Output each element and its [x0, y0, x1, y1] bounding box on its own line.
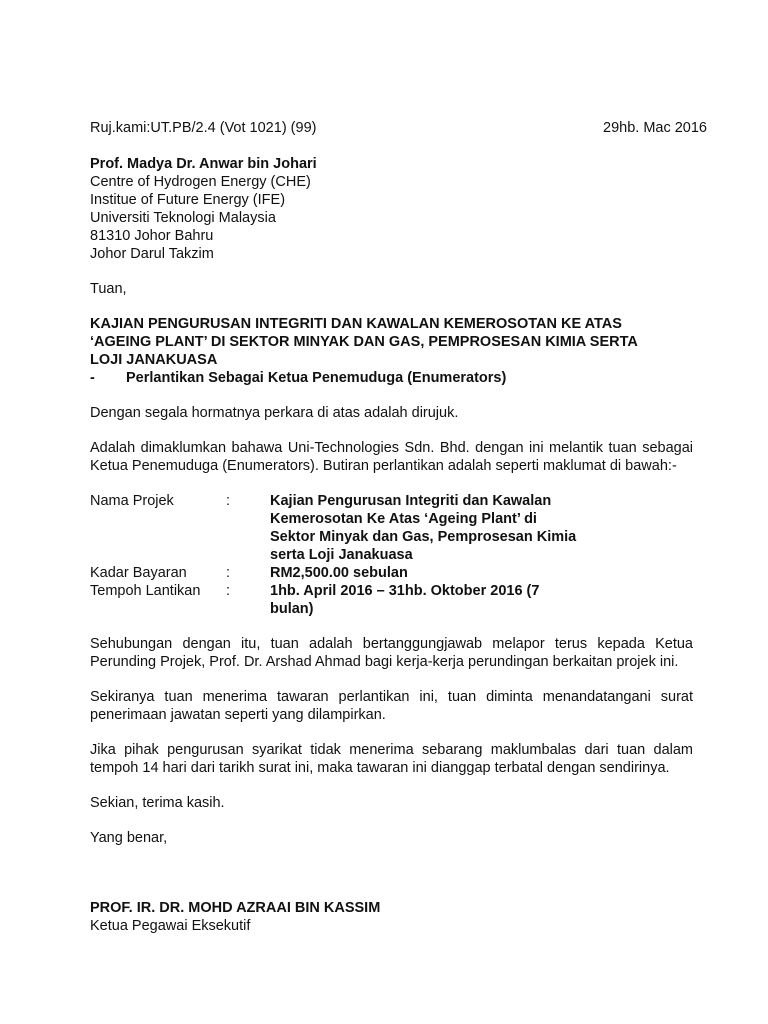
detail-value: RM2,500.00 sebulan [270, 565, 408, 581]
reference-number: Ruj.kami:UT.PB/2.4 (Vot 1021) (99) [90, 120, 317, 136]
detail-label: Kadar Bayaran [90, 565, 187, 581]
paragraph-appointment: Adalah dimaklumkan bahawa Uni-Technologies Sdn. Bhd. dengan ini melantik tuan sebagai Ketua Penemuduga (Enumerators). Butiran perlantikan adalah seperti maklumat di bawah:- [90, 440, 693, 474]
signer-name: PROF. IR. DR. MOHD AZRAAI BIN KASSIM [90, 900, 381, 916]
subject-sub-text: Perlantikan Sebagai Ketua Penemuduga (Enumerators) [126, 370, 507, 386]
closing-thanks: Sekian, terima kasih. [90, 795, 225, 811]
subject-dash: - [90, 370, 95, 386]
appointment-details [90, 492, 693, 618]
detail-value: Kajian Pengurusan Integriti dan Kawalan Kemerosotan Ke Atas ‘Ageing Plant’ di Sektor Minyak dan Gas, Pemprosesan Kimia serta Loji Janakuasa [270, 493, 577, 563]
detail-colon: : [226, 493, 231, 509]
subject-line: LOJI JANAKUASA [90, 352, 218, 368]
address-line: 81310 Johor Bahru [90, 228, 214, 244]
detail-label: Nama Projek [90, 493, 174, 509]
addressee-name: Prof. Madya Dr. Anwar bin Johari [90, 156, 317, 172]
closing-regards: Yang benar, [90, 830, 168, 846]
subject-sub-item [90, 369, 693, 387]
reference-row [90, 119, 707, 137]
detail-colon: : [226, 583, 231, 599]
subject-line: KAJIAN PENGURUSAN INTEGRITI DAN KAWALAN KEMEROSOTAN KE ATAS [90, 316, 622, 332]
salutation: Tuan, [90, 281, 127, 297]
addressee-block [90, 155, 693, 263]
subject-line: ‘AGEING PLANT’ DI SEKTOR MINYAK DAN GAS, PEMPROSESAN KIMIA SERTA [90, 334, 638, 350]
detail-label: Tempoh Lantikan [90, 583, 201, 599]
paragraph-reporting: Sehubungan dengan itu, tuan adalah bertanggungjawab melapor terus kepada Ketua Perunding Projek, Prof. Dr. Arshad Ahmad bagi kerja-kerja perundingan berkaitan projek ini. [90, 636, 693, 670]
signer-title: Ketua Pegawai Eksekutif [90, 918, 251, 934]
detail-value: 1hb. April 2016 – 31hb. Oktober 2016 (7 bulan) [270, 583, 540, 617]
address-line: Universiti Teknologi Malaysia [90, 210, 276, 226]
detail-row-period [90, 582, 693, 618]
address-line: Centre of Hydrogen Energy (CHE) [90, 174, 311, 190]
letter-page [90, 119, 707, 935]
address-line: Johor Darul Takzim [90, 246, 214, 262]
paragraph-reference: Dengan segala hormatnya perkara di atas adalah dirujuk. [90, 405, 459, 421]
paragraph-acceptance: Sekiranya tuan menerima tawaran perlantikan ini, tuan diminta menandatangani surat penerimaan jawatan seperti yang dilampirkan. [90, 689, 693, 723]
detail-row-project [90, 492, 693, 564]
subject-block [90, 315, 693, 387]
paragraph-deadline: Jika pihak pengurusan syarikat tidak menerima sebarang maklumbalas dari tuan dalam tempoh 14 hari dari tarikh surat ini, maka tawaran ini dianggap terbatal dengan sendirinya. [90, 742, 693, 776]
address-line: Institue of Future Energy (IFE) [90, 192, 286, 208]
detail-row-rate [90, 564, 693, 582]
letter-date: 29hb. Mac 2016 [603, 120, 707, 136]
detail-colon: : [226, 565, 231, 581]
